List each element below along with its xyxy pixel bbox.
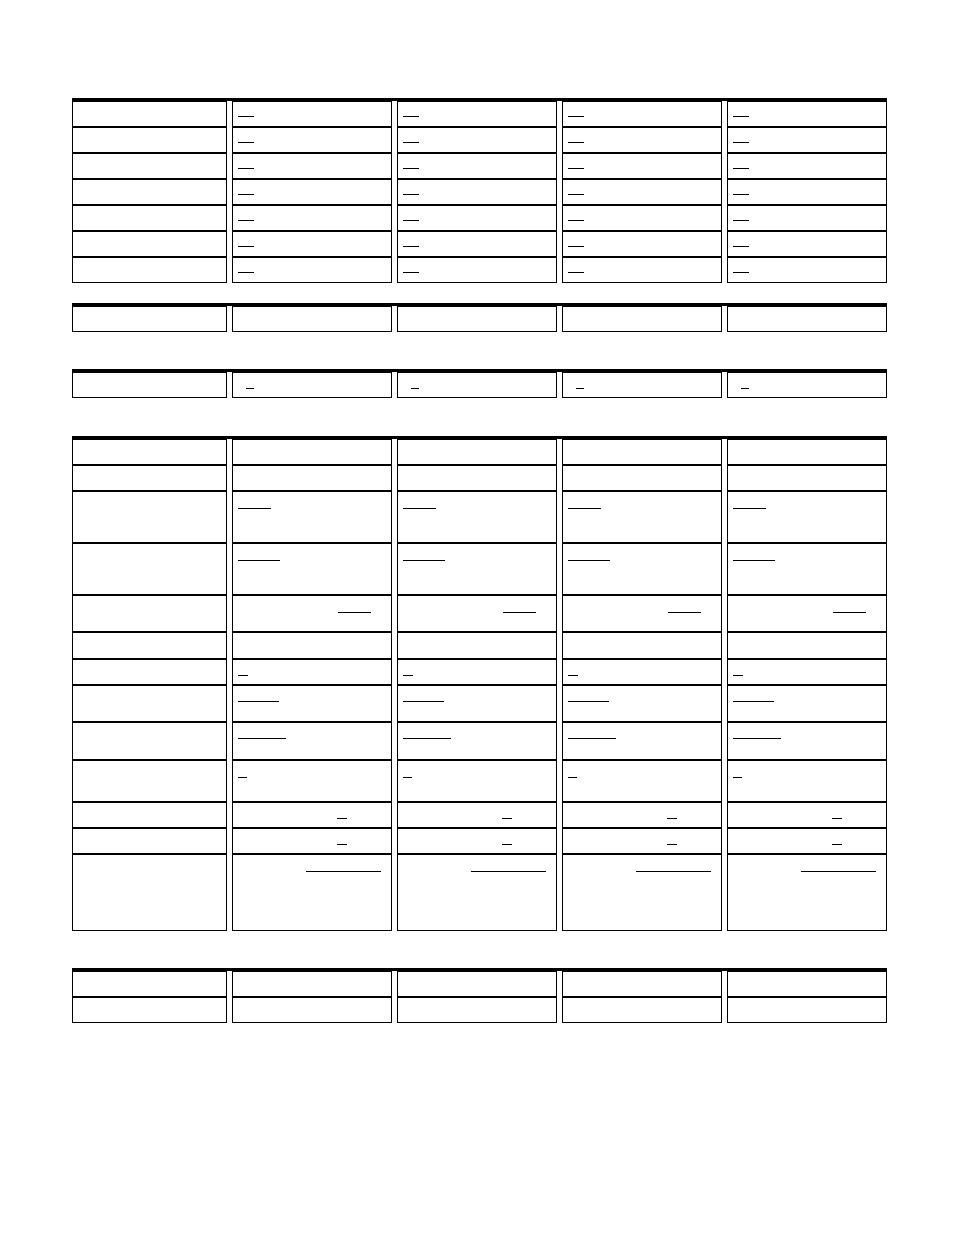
row-label-cell bbox=[72, 257, 227, 283]
table-row bbox=[72, 306, 887, 332]
entry-field[interactable] bbox=[562, 257, 722, 283]
blank-line bbox=[733, 168, 749, 169]
entry-field[interactable] bbox=[562, 802, 722, 828]
blank-line bbox=[238, 560, 280, 561]
blank-line bbox=[568, 220, 584, 221]
entry-field[interactable] bbox=[727, 153, 887, 179]
blank-line bbox=[337, 818, 347, 819]
blank-line bbox=[733, 246, 749, 247]
blank-line bbox=[238, 116, 254, 117]
blank-line bbox=[503, 612, 536, 613]
blank-line bbox=[568, 168, 584, 169]
blank-line bbox=[568, 738, 616, 739]
entry-field[interactable] bbox=[232, 971, 392, 997]
entry-field[interactable] bbox=[727, 632, 887, 659]
blank-line bbox=[403, 194, 419, 195]
entry-field[interactable] bbox=[232, 153, 392, 179]
entry-field[interactable] bbox=[397, 632, 557, 659]
row-label-cell bbox=[72, 179, 227, 205]
blank-line bbox=[238, 701, 279, 702]
entry-field[interactable] bbox=[562, 153, 722, 179]
row-label-cell bbox=[72, 722, 227, 760]
blank-line bbox=[238, 220, 254, 221]
entry-field[interactable] bbox=[397, 659, 557, 685]
entry-field[interactable] bbox=[562, 465, 722, 491]
entry-field[interactable] bbox=[232, 491, 392, 543]
blank-line bbox=[733, 116, 749, 117]
blank-line bbox=[667, 844, 677, 845]
entry-field[interactable] bbox=[727, 685, 887, 722]
row-label-cell bbox=[72, 372, 227, 398]
entry-field[interactable] bbox=[562, 127, 722, 153]
blank-line bbox=[741, 388, 749, 389]
entry-field[interactable] bbox=[727, 306, 887, 332]
blank-line bbox=[338, 612, 371, 613]
blank-line bbox=[403, 168, 419, 169]
blank-line bbox=[238, 508, 271, 509]
table-row bbox=[72, 997, 887, 1023]
entry-field[interactable] bbox=[397, 205, 557, 231]
entry-field[interactable] bbox=[562, 543, 722, 595]
entry-field[interactable] bbox=[232, 997, 392, 1023]
entry-field[interactable] bbox=[562, 722, 722, 760]
blank-line bbox=[568, 701, 609, 702]
entry-field[interactable] bbox=[727, 854, 887, 931]
blank-line bbox=[568, 777, 577, 778]
table-row bbox=[72, 179, 887, 205]
blank-line bbox=[502, 818, 512, 819]
table-row bbox=[72, 971, 887, 997]
entry-field[interactable] bbox=[562, 971, 722, 997]
blank-line bbox=[733, 777, 742, 778]
blank-line bbox=[411, 388, 419, 389]
row-label-cell bbox=[72, 760, 227, 802]
table-row bbox=[72, 854, 887, 931]
table-row bbox=[72, 153, 887, 179]
blank-line bbox=[568, 142, 584, 143]
entry-field[interactable] bbox=[397, 722, 557, 760]
blank-line bbox=[733, 142, 749, 143]
table-row bbox=[72, 231, 887, 257]
entry-field[interactable] bbox=[232, 101, 392, 127]
entry-field[interactable] bbox=[562, 491, 722, 543]
entry-field[interactable] bbox=[232, 722, 392, 760]
entry-field[interactable] bbox=[397, 127, 557, 153]
entry-field[interactable] bbox=[727, 997, 887, 1023]
table-row bbox=[72, 101, 887, 127]
row-label-cell bbox=[72, 231, 227, 257]
entry-field[interactable] bbox=[727, 127, 887, 153]
entry-field[interactable] bbox=[562, 854, 722, 931]
blank-line bbox=[238, 142, 254, 143]
entry-field[interactable] bbox=[727, 543, 887, 595]
table-row bbox=[72, 595, 887, 632]
blank-line bbox=[238, 738, 286, 739]
entry-field[interactable] bbox=[232, 372, 392, 398]
entry-field[interactable] bbox=[727, 179, 887, 205]
entry-field[interactable] bbox=[397, 854, 557, 931]
row-label-cell bbox=[72, 854, 227, 931]
entry-field[interactable] bbox=[232, 543, 392, 595]
blank-line bbox=[636, 871, 711, 872]
row-label-cell bbox=[72, 153, 227, 179]
entry-field[interactable] bbox=[562, 231, 722, 257]
entry-field[interactable] bbox=[232, 465, 392, 491]
table-row bbox=[72, 205, 887, 231]
form-section-2 bbox=[72, 303, 887, 332]
blank-line bbox=[403, 701, 444, 702]
entry-field[interactable] bbox=[232, 127, 392, 153]
entry-field[interactable] bbox=[727, 257, 887, 283]
row-label-cell bbox=[72, 465, 227, 491]
form-section-5 bbox=[72, 968, 887, 1024]
row-label-cell bbox=[72, 802, 227, 828]
row-label-cell bbox=[72, 306, 227, 332]
table-row bbox=[72, 491, 887, 543]
form-section-3 bbox=[72, 369, 887, 398]
blank-line bbox=[733, 560, 775, 561]
entry-field[interactable] bbox=[232, 439, 392, 465]
entry-field[interactable] bbox=[562, 659, 722, 685]
blank-line bbox=[238, 168, 254, 169]
form-section-4 bbox=[72, 436, 887, 931]
blank-line bbox=[576, 388, 584, 389]
entry-field[interactable] bbox=[232, 595, 392, 632]
entry-field[interactable] bbox=[397, 465, 557, 491]
table-row bbox=[72, 439, 887, 465]
row-label-cell bbox=[72, 127, 227, 153]
blank-line bbox=[306, 871, 381, 872]
form-section-1 bbox=[72, 98, 887, 284]
entry-field[interactable] bbox=[727, 760, 887, 802]
entry-field[interactable] bbox=[727, 971, 887, 997]
blank-line bbox=[238, 675, 248, 676]
blank-line bbox=[403, 272, 419, 273]
entry-field[interactable] bbox=[562, 205, 722, 231]
table-row bbox=[72, 659, 887, 685]
blank-line bbox=[502, 844, 512, 845]
entry-field[interactable] bbox=[727, 439, 887, 465]
blank-line bbox=[568, 246, 584, 247]
row-label-cell bbox=[72, 997, 227, 1023]
row-label-cell bbox=[72, 439, 227, 465]
entry-field[interactable] bbox=[397, 439, 557, 465]
blank-line bbox=[568, 116, 584, 117]
entry-field[interactable] bbox=[727, 372, 887, 398]
entry-field[interactable] bbox=[562, 997, 722, 1023]
row-label-cell bbox=[72, 659, 227, 685]
table-row bbox=[72, 722, 887, 760]
entry-field[interactable] bbox=[562, 179, 722, 205]
blank-line bbox=[667, 818, 677, 819]
entry-field[interactable] bbox=[397, 101, 557, 127]
entry-field[interactable] bbox=[397, 543, 557, 595]
blank-line bbox=[568, 675, 578, 676]
row-label-cell bbox=[72, 491, 227, 543]
table-row bbox=[72, 465, 887, 491]
row-label-cell bbox=[72, 543, 227, 595]
entry-field[interactable] bbox=[232, 179, 392, 205]
blank-line bbox=[238, 272, 254, 273]
row-label-cell bbox=[72, 828, 227, 854]
table-row bbox=[72, 828, 887, 854]
blank-line bbox=[246, 388, 254, 389]
blank-line bbox=[733, 701, 774, 702]
table-row bbox=[72, 257, 887, 283]
entry-field[interactable] bbox=[397, 828, 557, 854]
entry-field[interactable] bbox=[727, 659, 887, 685]
blank-line bbox=[733, 508, 766, 509]
entry-field[interactable] bbox=[397, 595, 557, 632]
entry-field[interactable] bbox=[397, 685, 557, 722]
entry-field[interactable] bbox=[232, 205, 392, 231]
blank-line bbox=[832, 818, 842, 819]
entry-field[interactable] bbox=[727, 205, 887, 231]
entry-field[interactable] bbox=[397, 306, 557, 332]
entry-field[interactable] bbox=[727, 231, 887, 257]
entry-field[interactable] bbox=[397, 179, 557, 205]
blank-line bbox=[403, 675, 413, 676]
entry-field[interactable] bbox=[232, 257, 392, 283]
table-row bbox=[72, 632, 887, 659]
entry-field[interactable] bbox=[397, 802, 557, 828]
blank-line bbox=[733, 738, 781, 739]
blank-line bbox=[733, 675, 743, 676]
blank-line bbox=[238, 194, 254, 195]
entry-field[interactable] bbox=[727, 802, 887, 828]
blank-line bbox=[568, 272, 584, 273]
blank-line bbox=[733, 194, 749, 195]
blank-line bbox=[403, 220, 419, 221]
row-label-cell bbox=[72, 101, 227, 127]
entry-field[interactable] bbox=[562, 685, 722, 722]
entry-field[interactable] bbox=[562, 595, 722, 632]
entry-field[interactable] bbox=[397, 257, 557, 283]
entry-field[interactable] bbox=[562, 101, 722, 127]
table-row bbox=[72, 372, 887, 398]
blank-line bbox=[668, 612, 701, 613]
blank-line bbox=[832, 844, 842, 845]
table-row bbox=[72, 802, 887, 828]
table-row bbox=[72, 543, 887, 595]
entry-field[interactable] bbox=[562, 828, 722, 854]
blank-line bbox=[733, 220, 749, 221]
entry-field[interactable] bbox=[562, 306, 722, 332]
entry-field[interactable] bbox=[232, 659, 392, 685]
entry-field[interactable] bbox=[232, 802, 392, 828]
entry-field[interactable] bbox=[397, 372, 557, 398]
blank-line bbox=[801, 871, 876, 872]
entry-field[interactable] bbox=[397, 231, 557, 257]
blank-line bbox=[403, 142, 419, 143]
entry-field[interactable] bbox=[727, 465, 887, 491]
blank-line bbox=[238, 246, 254, 247]
entry-field[interactable] bbox=[397, 760, 557, 802]
row-label-cell bbox=[72, 685, 227, 722]
entry-field[interactable] bbox=[562, 760, 722, 802]
entry-field[interactable] bbox=[727, 491, 887, 543]
row-label-cell bbox=[72, 971, 227, 997]
entry-field[interactable] bbox=[232, 685, 392, 722]
entry-field[interactable] bbox=[727, 722, 887, 760]
blank-line bbox=[733, 272, 749, 273]
blank-line bbox=[568, 508, 601, 509]
blank-line bbox=[568, 194, 584, 195]
blank-line bbox=[833, 612, 866, 613]
blank-line bbox=[403, 246, 419, 247]
table-row bbox=[72, 760, 887, 802]
blank-line bbox=[403, 560, 445, 561]
entry-field[interactable] bbox=[562, 439, 722, 465]
blank-line bbox=[403, 738, 451, 739]
entry-field[interactable] bbox=[232, 306, 392, 332]
entry-field[interactable] bbox=[562, 632, 722, 659]
entry-field[interactable] bbox=[727, 101, 887, 127]
entry-field[interactable] bbox=[397, 491, 557, 543]
entry-field[interactable] bbox=[232, 854, 392, 931]
blank-line bbox=[337, 844, 347, 845]
entry-field[interactable] bbox=[232, 760, 392, 802]
entry-field[interactable] bbox=[397, 153, 557, 179]
entry-field[interactable] bbox=[232, 231, 392, 257]
entry-field[interactable] bbox=[562, 372, 722, 398]
entry-field[interactable] bbox=[727, 595, 887, 632]
blank-line bbox=[471, 871, 546, 872]
table-row bbox=[72, 685, 887, 722]
row-label-cell bbox=[72, 205, 227, 231]
row-label-cell bbox=[72, 632, 227, 659]
entry-field[interactable] bbox=[397, 997, 557, 1023]
blank-line bbox=[403, 116, 419, 117]
blank-line bbox=[568, 560, 610, 561]
blank-line bbox=[238, 777, 247, 778]
blank-line bbox=[403, 508, 436, 509]
entry-field[interactable] bbox=[232, 828, 392, 854]
entry-field[interactable] bbox=[232, 632, 392, 659]
row-label-cell bbox=[72, 595, 227, 632]
table-row bbox=[72, 127, 887, 153]
entry-field[interactable] bbox=[397, 971, 557, 997]
entry-field[interactable] bbox=[727, 828, 887, 854]
blank-line bbox=[403, 777, 412, 778]
